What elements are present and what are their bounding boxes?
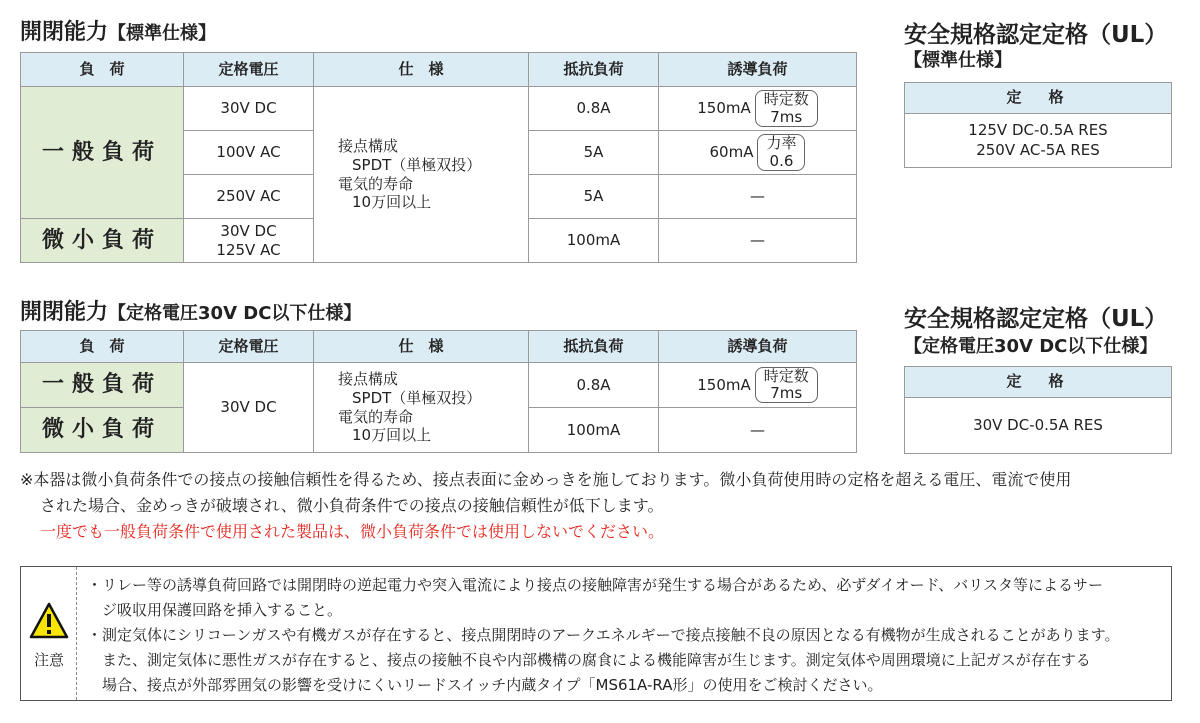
resistive-cell: 100mA bbox=[529, 219, 659, 263]
inductive-cell: — bbox=[659, 175, 857, 219]
spec-cell bbox=[314, 363, 529, 453]
resistive-cell: 5A bbox=[529, 175, 659, 219]
voltage-cell: 250V AC bbox=[184, 175, 314, 219]
ul-rating-table-30vdc bbox=[904, 366, 1172, 454]
voltage-cell bbox=[184, 219, 314, 263]
inductive-cell bbox=[659, 131, 857, 175]
ul-rating-table-standard bbox=[904, 82, 1172, 168]
note-line-2: された場合、金めっきが破壊され、微小負荷条件での接点の接触信頼性が低下します。 bbox=[40, 496, 664, 515]
header-inductive-load: 誘導負荷 bbox=[659, 331, 857, 363]
switching-capacity-table-30vdc bbox=[20, 330, 857, 453]
header-rated-voltage: 定格電圧 bbox=[184, 53, 314, 87]
caution-line: ・リレー等の誘導負荷回路では開閉時の逆起電力や突入電流により接点の接触障害が発生する場合があるため、必ずダイオード、バリスタ等によるサー bbox=[87, 576, 1103, 594]
spec-cell bbox=[314, 87, 529, 263]
inductive-value: 60mA bbox=[709, 143, 754, 162]
caution-line: ・測定気体にシリコーンガスや有機ガスが存在すると、接点開閉時のアークエネルギーで接点接触不良の原因となる有機物が生成されることがあります。 bbox=[87, 626, 1120, 644]
note-line: 時定数 bbox=[763, 90, 809, 109]
section2-subtitle: 【定格電圧30V DC以下仕様】 bbox=[108, 303, 362, 324]
ul-title-standard: 安全規格認定定格（UL） bbox=[904, 22, 1168, 48]
note-line: 7ms bbox=[770, 107, 803, 126]
spec-life-value: 10万回以上 bbox=[352, 193, 432, 212]
header-resistive-load: 抵抗負荷 bbox=[529, 53, 659, 87]
header-inductive-load: 誘導負荷 bbox=[659, 53, 857, 87]
section1-title bbox=[20, 15, 216, 46]
ul-rating-line: 250V AC-5A RES bbox=[976, 140, 1100, 159]
inductive-note bbox=[755, 90, 818, 127]
spec-contact-value: SPDT（単極双投） bbox=[352, 388, 482, 407]
note-warning-red: 一度でも一般負荷条件で使用された製品は、微小負荷条件では使用しないでください。 bbox=[40, 522, 665, 541]
inductive-cell: — bbox=[659, 219, 857, 263]
inductive-cell bbox=[659, 363, 857, 408]
header-rated-voltage: 定格電圧 bbox=[184, 331, 314, 363]
caution-line: 場合、接点が外部雰囲気の影響を受けにくいリードスイッチ内蔵タイプ「MS61A-RA形」の使用をご検討ください。 bbox=[87, 676, 883, 694]
caution-line: また、測定気体に悪性ガスが存在すると、接点の接触不良や内部機構の腐食による機能障害が生じます。測定気体や周囲環境に上記ガスが存在する bbox=[87, 651, 1091, 669]
resistive-cell: 0.8A bbox=[529, 87, 659, 131]
note-line: 時定数 bbox=[763, 366, 809, 385]
spec-contact-value: SPDT（単極双投） bbox=[352, 155, 482, 174]
resistive-cell: 0.8A bbox=[529, 363, 659, 408]
voltage-line: 30V DC bbox=[220, 221, 277, 240]
section1-title-text: 開閉能力 bbox=[20, 20, 109, 45]
caution-box bbox=[20, 566, 1172, 701]
header-spec: 仕 様 bbox=[314, 53, 529, 87]
spec-life-label: 電気的寿命 bbox=[338, 174, 414, 193]
warning-triangle-icon bbox=[29, 601, 69, 641]
spec-life-value: 10万回以上 bbox=[352, 426, 432, 445]
caution-side bbox=[21, 567, 77, 700]
inductive-note bbox=[757, 134, 805, 171]
inductive-cell: — bbox=[659, 408, 857, 453]
resistive-cell: 100mA bbox=[529, 408, 659, 453]
ul-header: 定 格 bbox=[905, 367, 1172, 398]
spec-contact-label: 接点構成 bbox=[338, 137, 399, 155]
inductive-value: 150mA bbox=[697, 375, 751, 394]
general-load-label: 一般負荷 bbox=[21, 363, 184, 408]
ul-header: 定 格 bbox=[905, 83, 1172, 114]
caution-line: ジ吸収用保護回路を挿入すること。 bbox=[87, 601, 343, 619]
ul-rating-cell: 30V DC-0.5A RES bbox=[905, 398, 1172, 454]
ul-subtitle-standard: 【標準仕様】 bbox=[904, 50, 1012, 71]
spec-life-label: 電気的寿命 bbox=[338, 407, 414, 426]
voltage-cell: 30V DC bbox=[184, 363, 314, 453]
voltage-line: 125V AC bbox=[216, 240, 281, 259]
ul-title-30vdc: 安全規格認定定格（UL） bbox=[904, 306, 1168, 332]
inductive-value: 150mA bbox=[697, 99, 751, 118]
note-line: 7ms bbox=[770, 384, 803, 402]
ul-rating-cell bbox=[905, 114, 1172, 168]
general-load-label: 一般負荷 bbox=[21, 87, 184, 219]
ul-subtitle-30vdc: 【定格電圧30V DC以下仕様】 bbox=[904, 336, 1158, 357]
header-load: 負 荷 bbox=[21, 331, 184, 363]
section2-title-text: 開閉能力 bbox=[20, 300, 109, 325]
resistive-cell: 5A bbox=[529, 131, 659, 175]
note-line-1: ※本器は微小負荷条件での接点の接触信頼性を得るため、接点表面に金めっきを施しております。微小負荷使用時の定格を超える電圧、電流で使用 bbox=[20, 470, 1072, 489]
micro-load-label: 微小負荷 bbox=[21, 219, 184, 263]
section1-subtitle: 【標準仕様】 bbox=[108, 23, 217, 44]
voltage-cell: 100V AC bbox=[184, 131, 314, 175]
note-line: 力率 bbox=[766, 134, 797, 153]
inductive-cell bbox=[659, 87, 857, 131]
header-load: 負 荷 bbox=[21, 53, 184, 87]
section2-title bbox=[20, 295, 361, 326]
spec-contact-label: 接点構成 bbox=[338, 370, 399, 388]
micro-load-label: 微小負荷 bbox=[21, 408, 184, 453]
caution-label: 注意 bbox=[33, 651, 64, 669]
voltage-cell: 30V DC bbox=[184, 87, 314, 131]
inductive-note bbox=[755, 367, 818, 404]
header-resistive-load: 抵抗負荷 bbox=[529, 331, 659, 363]
caution-body bbox=[87, 573, 1119, 698]
ul-rating-line: 125V DC-0.5A RES bbox=[968, 121, 1108, 139]
note-line: 0.6 bbox=[769, 151, 794, 170]
switching-capacity-table-standard bbox=[20, 52, 857, 263]
header-spec: 仕 様 bbox=[314, 331, 529, 363]
